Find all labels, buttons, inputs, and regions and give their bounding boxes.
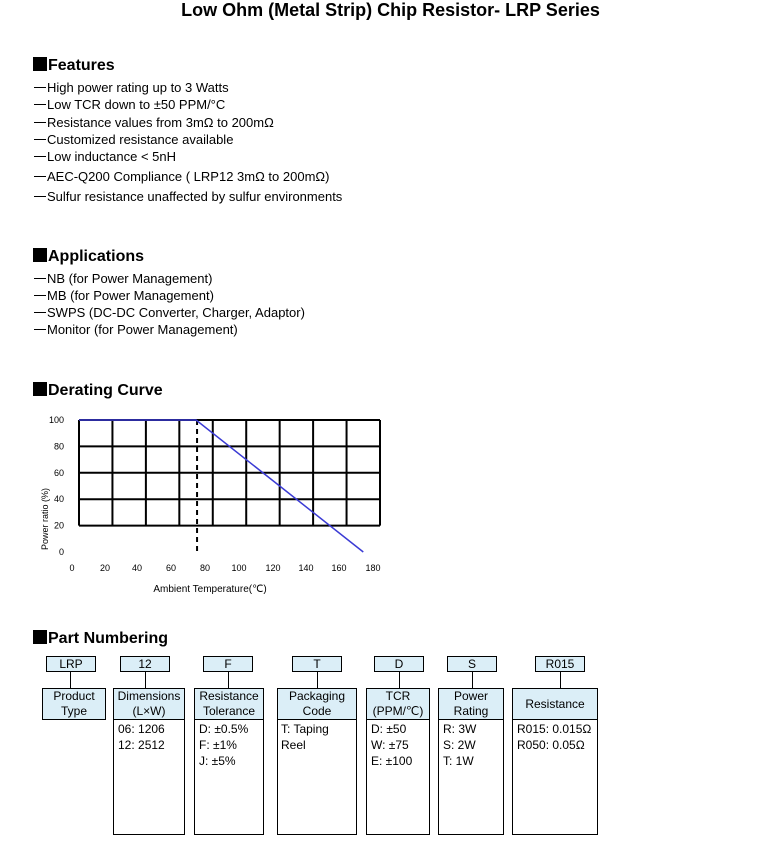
body-resistance: R015: 0.015Ω R050: 0.05Ω <box>512 720 598 835</box>
code-box-resistance: R015 <box>535 656 585 672</box>
list-item: Low TCR down to ±50 PPM/°C <box>34 96 342 113</box>
section-square-icon <box>33 630 47 644</box>
chart-y-axis-label: Power ratio (%) <box>40 487 50 550</box>
header-product-type: Product Type <box>42 688 106 720</box>
x-tick-label: 160 <box>331 563 347 573</box>
list-item: Customized resistance available <box>34 131 342 148</box>
y-tick-label: 60 <box>53 467 64 478</box>
section-square-icon <box>33 248 47 262</box>
y-tick-label: 40 <box>53 494 64 505</box>
code-box-tolerance: F <box>203 656 253 672</box>
list-item: Sulfur resistance unaffected by sulfur environments <box>34 188 342 205</box>
x-tick-label: 60 <box>165 563 177 573</box>
body-dimensions: 06: 1206 12: 2512 <box>113 720 185 835</box>
applications-heading: Applications <box>33 248 144 266</box>
connector-line <box>228 672 229 688</box>
connector-line <box>472 672 473 688</box>
page-title: Low Ohm (Metal Strip) Chip Resistor- LRP Series <box>181 0 600 20</box>
derating-chart <box>0 400 420 600</box>
x-tick-label: 180 <box>365 563 381 573</box>
header-power: Power Rating <box>438 688 504 720</box>
applications-list <box>34 270 305 338</box>
connector-line <box>70 672 71 688</box>
header-tcr: TCR (PPM/℃) <box>366 688 430 720</box>
list-item: MB (for Power Management) <box>34 287 305 304</box>
chart-ticks <box>49 415 381 573</box>
list-item: Low inductance < 5nH <box>34 148 342 165</box>
section-square-icon <box>33 57 47 71</box>
chart-x-axis-label: Ambient Temperature(℃) <box>153 584 267 595</box>
list-item: Resistance values from 3mΩ to 200mΩ <box>34 114 342 131</box>
chart-grid <box>79 420 380 526</box>
x-tick-label: 140 <box>298 563 314 573</box>
features-heading: Features <box>33 57 115 75</box>
body-packaging: T: Taping Reel <box>277 720 357 835</box>
body-tcr: D: ±50 W: ±75 E: ±100 <box>366 720 430 835</box>
y-tick-label: 80 <box>53 441 64 452</box>
part-numbering-heading: Part Numbering <box>33 630 168 648</box>
connector-line <box>399 672 400 688</box>
x-tick-label: 80 <box>199 563 211 573</box>
x-tick-label: 40 <box>131 563 143 573</box>
code-box-tcr: D <box>374 656 424 672</box>
list-item: Monitor (for Power Management) <box>34 321 305 338</box>
body-tolerance: D: ±0.5% F: ±1% J: ±5% <box>194 720 264 835</box>
x-tick-label: 20 <box>99 563 111 573</box>
y-tick-label: 100 <box>48 415 64 425</box>
header-resistance: Resistance <box>512 688 598 720</box>
header-dimensions: Dimensions (L×W) <box>113 688 185 720</box>
header-packaging: Packaging Code <box>277 688 357 720</box>
section-square-icon <box>33 382 47 396</box>
list-item: SWPS (DC-DC Converter, Charger, Adaptor) <box>34 304 305 321</box>
derating-line <box>79 420 363 552</box>
derating-heading: Derating Curve <box>33 382 163 400</box>
connector-line <box>317 672 318 688</box>
list-item: High power rating up to 3 Watts <box>34 79 342 96</box>
header-tolerance: Resistance Tolerance <box>194 688 264 720</box>
body-power: R: 3W S: 2W T: 1W <box>438 720 504 835</box>
list-item: NB (for Power Management) <box>34 270 305 287</box>
code-box-dimensions: 12 <box>120 656 170 672</box>
code-box-packaging: T <box>292 656 342 672</box>
connector-line <box>145 672 146 688</box>
x-tick-label: 0 <box>69 563 75 573</box>
y-tick-label: 0 <box>58 547 64 557</box>
list-item: AEC-Q200 Compliance ( LRP12 3mΩ to 200mΩ) <box>34 168 342 185</box>
y-tick-label: 20 <box>53 520 64 531</box>
features-list <box>34 79 342 205</box>
x-tick-label: 100 <box>231 563 247 573</box>
connector-line <box>560 672 561 688</box>
code-box-product-type: LRP <box>46 656 96 672</box>
code-box-power: S <box>447 656 497 672</box>
x-tick-label: 120 <box>265 563 281 573</box>
